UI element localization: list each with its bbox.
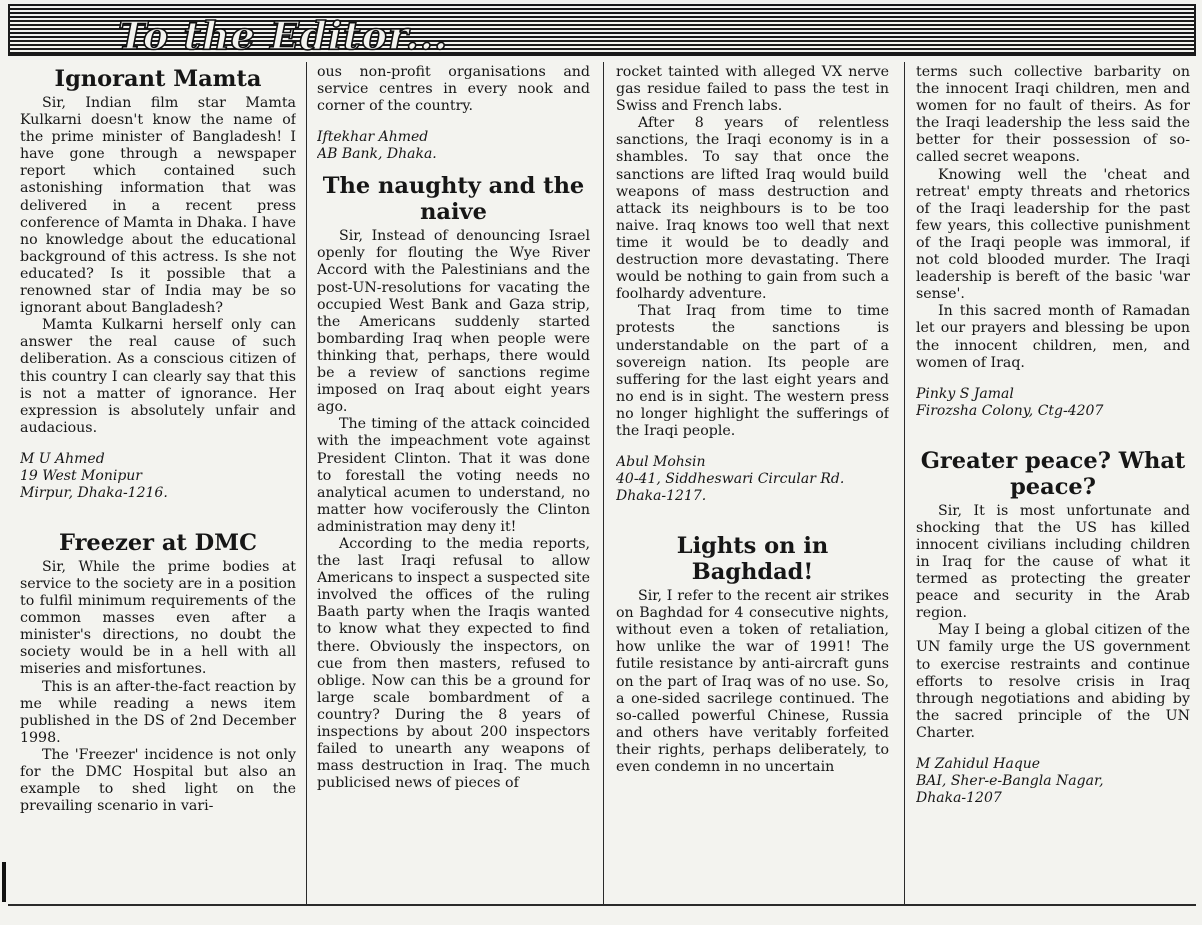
letter-heading-ignorant-mamta: Ignorant Mamta bbox=[54, 66, 262, 92]
letter-paragraph: Sir, Instead of denouncing Israel openly for flouting the Wye River Accord with the Palestinians and the post-UN-resolutions for vacating the occupied West Bank and Gaza strip, the Americans suddenly started bombarding Iraq when people were thinking that, perhaps, there would be a review of sanctions regime imposed on Iraq about eight years ago. bbox=[317, 228, 590, 416]
signature-name: Abul Mohsin bbox=[616, 454, 706, 471]
signature-address: Dhaka-1217. bbox=[616, 488, 707, 505]
letter-signature bbox=[916, 756, 1190, 807]
signature-address: 40-41, Siddheswari Circular Rd. bbox=[616, 471, 845, 488]
column-2 bbox=[317, 64, 590, 904]
letter-paragraph: Sir, It is most unfortunate and shocking that the US has killed innocent civilians including children in Iraq for the cause of what it termed as protecting the greater peace and security in the Arab region. bbox=[916, 502, 1190, 622]
signature-address: BAI, Sher-e-Bangla Nagar, bbox=[916, 773, 1104, 789]
masthead-title: To the Editor... bbox=[118, 13, 449, 58]
signature-name: M U Ahmed bbox=[20, 450, 105, 467]
column-rule bbox=[603, 62, 604, 904]
letter-paragraph: The 'Freezer' incidence is not only for the DMC Hospital but also an example to shed light on the prevailing scenario in vari- bbox=[20, 746, 296, 815]
signature-name: Pinky S Jamal bbox=[916, 385, 1014, 402]
column-rule bbox=[904, 62, 905, 904]
letter-heading-freezer-at-dmc: Freezer at DMC bbox=[59, 529, 257, 556]
column-4 bbox=[916, 64, 1190, 904]
letter-paragraph: Knowing well the 'cheat and retreat' empty threats and rhetorics of the Iraqi leadership for the past few years, this collective punishment of the Iraqi people was immoral, if not cold blooded murder. The Iraqi leadership is bereft of the basic 'war sense'. bbox=[916, 166, 1190, 303]
column-3 bbox=[616, 64, 889, 904]
letter-signature bbox=[916, 386, 1190, 420]
letter-signature bbox=[616, 454, 889, 505]
letter-heading-greater-peace: Greater peace? What peace? bbox=[920, 447, 1186, 500]
signature-address: Dhaka-1207 bbox=[916, 790, 1002, 806]
letter-heading-naughty-and-naive: The naughty and the naive bbox=[322, 173, 585, 226]
letter-paragraph-continued: ous non-profit organisations and service centres in every nook and corner of the country. bbox=[317, 64, 590, 115]
bottom-rule bbox=[8, 904, 1196, 906]
signature-address: 19 West Monipur bbox=[20, 467, 142, 484]
signature-address: Firozsha Colony, Ctg-4207 bbox=[916, 402, 1104, 419]
letter-paragraph: Sir, While the prime bodies at service to the society are in a position to fulfil minimum requirements of the common masses even after a minister's directions, no doubt the society would be in a hell with all miseries and misfortunes. bbox=[20, 558, 296, 678]
left-edge-mark bbox=[2, 862, 6, 902]
letter-paragraph: According to the media reports, the last Iraqi refusal to allow Americans to inspect a suspected site involved the offices of the ruling Baath party when the Iraqis wanted to know what they expected to find there. Obviously the inspectors, on cue from then masters, refused to oblige. Now can this be a ground for large scale bombardment of a country? During the 8 years of inspections by about 200 inspectors failed to unearth any weapons of mass destruction in Iraq. The much publicised news of pieces of bbox=[317, 535, 590, 792]
column-1 bbox=[20, 64, 296, 904]
letter-paragraph: In this sacred month of Ramadan let our prayers and blessing be upon the innocent children, men, and women of Iraq. bbox=[916, 303, 1190, 371]
letter-paragraph-continued: rocket tainted with alleged VX nerve gas residue failed to pass the test in Swiss and French labs. bbox=[616, 64, 889, 115]
letter-signature bbox=[317, 129, 590, 163]
letter-paragraph: May I being a global citizen of the UN family urge the US government to exercise restraints and continue efforts to resolve crisis in Iraq through negotiations and abiding by the sacred principle of the UN Charter. bbox=[916, 622, 1190, 741]
letter-paragraph: Sir, Indian film star Mamta Kulkarni doesn't know the name of the prime minister of Bangladesh! I have gone through a newspaper report which contained such astonishing information that was delivered in a recent press conference of Mamta in Dhaka. I have no knowledge about the educational background of this actress. Is she not educated? Is it possible that a renowned star of India may be so ignorant about Bangladesh? bbox=[20, 95, 296, 317]
letter-paragraph: Sir, I refer to the recent air strikes on Baghdad for 4 consecutive nights, without even a token of retaliation, how unlike the war of 1991! The futile resistance by anti-aircraft guns on the part of Iraq was of no use. So, a one-sided sacrilege continued. The so-called powerful Chinese, Russia and others have veritably forfeited their rights, perhaps deliberately, to even condemn in no uncertain bbox=[616, 588, 889, 775]
letter-signature bbox=[20, 451, 296, 502]
masthead-banner bbox=[8, 4, 1196, 56]
signature-name: M Zahidul Haque bbox=[916, 756, 1041, 772]
signature-address: AB Bank, Dhaka. bbox=[317, 146, 437, 163]
letter-paragraph: The timing of the attack coincided with the impeachment vote against President Clinton. That it was done to forestall the voting needs no analytical acumen to understand, no matter how vociferously the Clinton administration may deny it! bbox=[317, 416, 590, 535]
signature-name: Iftekhar Ahmed bbox=[317, 129, 429, 146]
letter-paragraph: That Iraq from time to time protests the sanctions is understandable on the part of a sovereign nation. Its people are suffering for the last eight years and no end is in sight. The western press no longer highlight the sufferings of the Iraqi people. bbox=[616, 303, 889, 439]
letter-paragraph: After 8 years of relentless sanctions, the Iraqi economy is in a shambles. To say that once the sanctions are lifted Iraq would build weapons of mass destruction and attack its neighbours is to be too naive. Iraq knows too well that next time it would be to deadly and destruction more devastating. There would be nothing to gain from such a foolhardy adventure. bbox=[616, 115, 889, 303]
column-rule bbox=[306, 62, 307, 904]
letter-paragraph: This is an after-the-fact reaction by me while reading a news item published in the DS of 2nd December 1998. bbox=[20, 678, 296, 746]
letter-paragraph-continued: terms such collective barbarity on the innocent Iraqi children, men and women for no fault of theirs. As for the Iraqi leadership the less said the better for their possession of so-called secret weapons. bbox=[916, 64, 1190, 166]
letter-paragraph: Mamta Kulkarni herself only can answer the real cause of such deliberation. As a conscious citizen of this country I can clearly say that this is not a matter of ignorance. Her expression is absolutely unfair and audacious. bbox=[20, 317, 296, 436]
signature-address: Mirpur, Dhaka-1216. bbox=[20, 484, 168, 501]
letter-heading-lights-on-in-baghdad: Lights on in Baghdad! bbox=[676, 533, 829, 586]
